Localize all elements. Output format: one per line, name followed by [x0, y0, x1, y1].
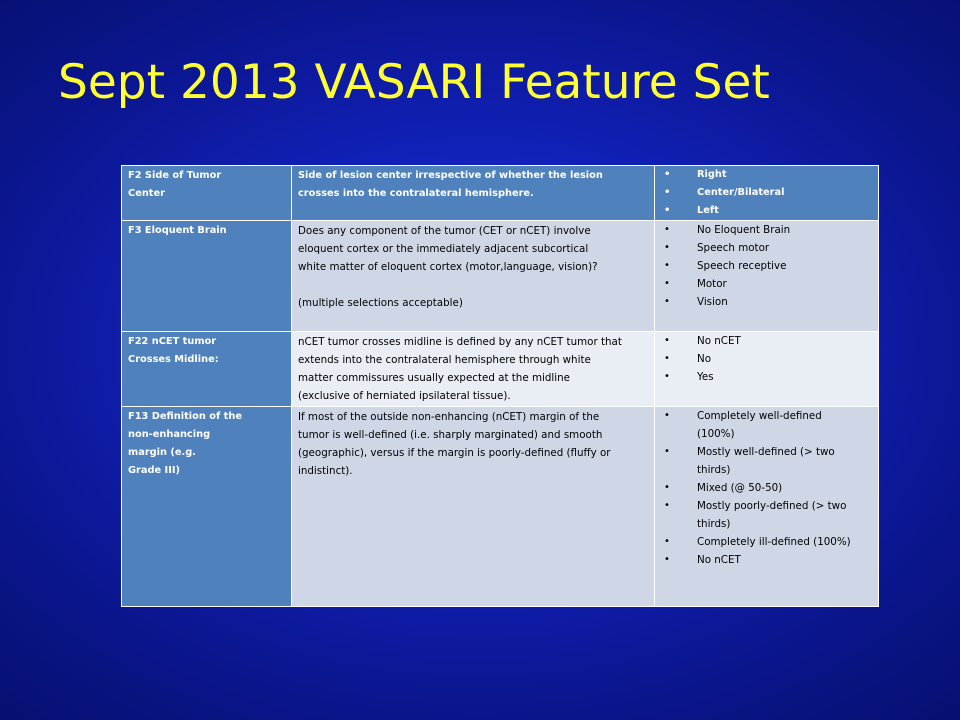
option-item — [661, 332, 872, 350]
bullet-icon: • — [664, 500, 670, 511]
option-item — [661, 184, 872, 202]
options-list — [661, 221, 872, 311]
option-label: Left — [697, 205, 719, 216]
feature-description: If most of the outside non-enhancing (nCET) margin of the tumor is well-defined (i.e. sharply marginated) and smooth (geographic), versus if the margin is poorly-defined (fluffy or indistinct). — [298, 411, 611, 477]
table-row-f13 — [122, 407, 879, 607]
option-label: Yes — [697, 371, 714, 383]
feature-name: F3 Eloquent Brain — [128, 225, 227, 236]
bullet-icon: • — [664, 536, 670, 547]
feature-cell — [122, 407, 292, 607]
option-item — [661, 257, 872, 275]
bullet-icon: • — [664, 482, 670, 493]
feature-description: Does any component of the tumor (CET or nCET) involve eloquent cortex or the immediately adjacent subcortical white matter of eloquent cortex (motor,language, vision)? (multiple selections acceptable) — [298, 225, 598, 309]
bullet-icon: • — [664, 187, 671, 198]
description-cell — [292, 166, 655, 221]
bullet-icon: • — [664, 169, 671, 180]
option-item — [661, 275, 872, 293]
bullet-icon: • — [664, 260, 670, 271]
bullet-icon: • — [664, 446, 670, 457]
table-row-f3 — [122, 221, 879, 332]
feature-name: F13 Definition of the non-enhancing margin (e.g. Grade III) — [128, 411, 242, 476]
option-item — [661, 202, 872, 220]
option-item — [661, 293, 872, 311]
bullet-icon: • — [664, 554, 670, 565]
option-label: Motor — [697, 278, 727, 290]
option-item — [661, 350, 872, 368]
option-item — [661, 443, 872, 479]
description-cell — [292, 221, 655, 332]
options-list — [661, 332, 872, 386]
description-cell — [292, 407, 655, 607]
bullet-icon: • — [664, 296, 670, 307]
option-label: Mostly well-defined (> two thirds) — [697, 446, 835, 476]
bullet-icon: • — [664, 205, 671, 216]
feature-cell — [122, 166, 292, 221]
option-label: No nCET — [697, 335, 741, 347]
option-label: No nCET — [697, 554, 741, 566]
bullet-icon: • — [664, 353, 670, 364]
option-item — [661, 407, 872, 443]
feature-name: F22 nCET tumor Crosses Midline: — [128, 336, 219, 365]
option-label: Mostly poorly-defined (> two thirds) — [697, 500, 847, 530]
feature-cell — [122, 221, 292, 332]
option-label: Center/Bilateral — [697, 187, 785, 198]
options-cell — [655, 407, 879, 607]
option-label: Mixed (@ 50-50) — [697, 482, 783, 494]
options-list — [661, 166, 872, 220]
options-cell — [655, 166, 879, 221]
table-row-f2 — [122, 166, 879, 221]
options-cell — [655, 221, 879, 332]
option-item — [661, 239, 872, 257]
option-item — [661, 368, 872, 386]
option-item — [661, 221, 872, 239]
slide-title: Sept 2013 VASARI Feature Set — [58, 55, 770, 110]
option-label: Speech receptive — [697, 260, 787, 272]
feature-name: F2 Side of Tumor Center — [128, 170, 222, 199]
options-cell — [655, 332, 879, 407]
option-label: No Eloquent Brain — [697, 224, 791, 236]
option-item — [661, 551, 872, 569]
feature-description: nCET tumor crosses midline is defined by any nCET tumor that extends into the contralateral hemisphere through white matter commissures usually expected at the midline (exclusive of herniated ipsilateral tissue). — [298, 336, 622, 402]
option-item — [661, 497, 872, 533]
option-item — [661, 166, 872, 184]
option-label: Vision — [697, 296, 728, 308]
bullet-icon: • — [664, 242, 670, 253]
bullet-icon: • — [664, 335, 670, 346]
description-cell — [292, 332, 655, 407]
feature-cell — [122, 332, 292, 407]
option-label: No — [697, 353, 712, 365]
option-item — [661, 479, 872, 497]
option-item — [661, 533, 872, 551]
bullet-icon: • — [664, 278, 670, 289]
feature-description: Side of lesion center irrespective of whether the lesion crosses into the contralateral hemisphere. — [298, 170, 603, 199]
bullet-icon: • — [664, 410, 670, 421]
options-list — [661, 407, 872, 569]
bullet-icon: • — [664, 224, 670, 235]
vasari-feature-table — [121, 165, 879, 607]
table-row-f22 — [122, 332, 879, 407]
option-label: Speech motor — [697, 242, 770, 254]
bullet-icon: • — [664, 371, 670, 382]
option-label: Completely well-defined (100%) — [697, 410, 822, 440]
option-label: Completely ill-defined (100%) — [697, 536, 851, 548]
option-label: Right — [697, 169, 727, 180]
